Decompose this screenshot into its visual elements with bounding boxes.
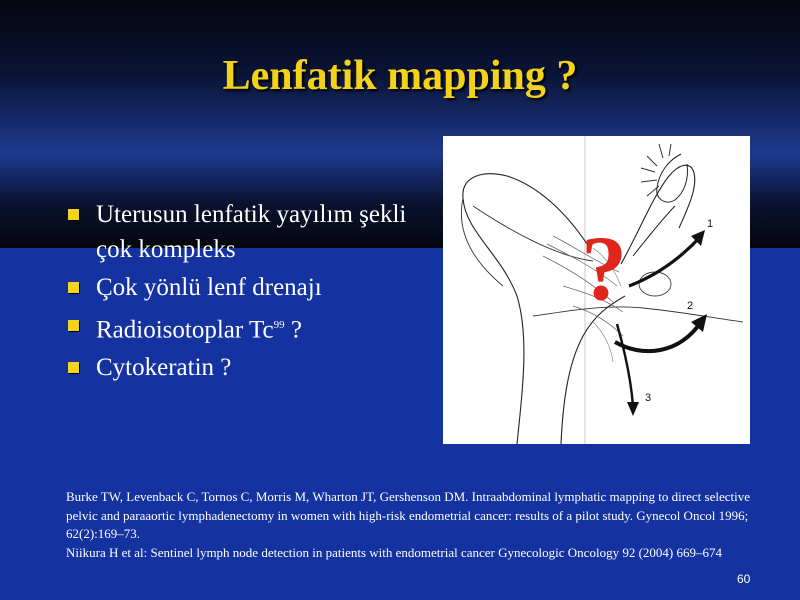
bullet-item	[66, 197, 416, 267]
bullet-text: Cytokeratin ?	[96, 354, 232, 382]
references	[66, 488, 766, 562]
bullet-item	[66, 350, 416, 385]
arrow-label-2: 2	[687, 300, 694, 312]
bullet-text-end: ?	[284, 316, 302, 344]
bullet-item	[66, 308, 416, 347]
bullet-text: Uterusun lenfatik yayılım şekli çok kompleks	[96, 201, 407, 263]
arrow-label-1: 1	[707, 218, 714, 230]
page-number: 60	[737, 572, 751, 586]
lymphatic-drainage-figure	[443, 136, 750, 444]
superscript-isotope: 99	[273, 319, 285, 331]
slide-title: Lenfatik mapping ?	[222, 53, 578, 99]
bullet-marker	[68, 320, 79, 331]
arrow-label-3: 3	[645, 392, 652, 404]
bullet-marker	[68, 209, 79, 220]
reference-item: Burke TW, Levenback C, Tornos C, Morris M, Wharton JT, Gershenson DM. Intraabdominal lymphatic mapping to direct selective pelvic and paraaortic lymphadenectomy in women with high-risk endometrial cancer: results of a pilot study. Gynecol Oncol 1996; 62(2):169–73.	[66, 489, 750, 541]
bullet-text: Radioisotoplar Tc	[96, 316, 274, 344]
bullet-marker	[68, 362, 79, 373]
bullet-marker	[68, 282, 79, 293]
bullet-text: Çok yönlü lenf drenajı	[96, 274, 322, 301]
reference-item: Niikura H et al: Sentinel lymph node detection in patients with endometrial cancer Gynecologic Oncology 92 (2004) 669–674	[66, 544, 722, 560]
bullet-item	[66, 270, 416, 305]
bullet-list	[66, 197, 416, 388]
question-mark-overlay: ?	[581, 217, 627, 319]
